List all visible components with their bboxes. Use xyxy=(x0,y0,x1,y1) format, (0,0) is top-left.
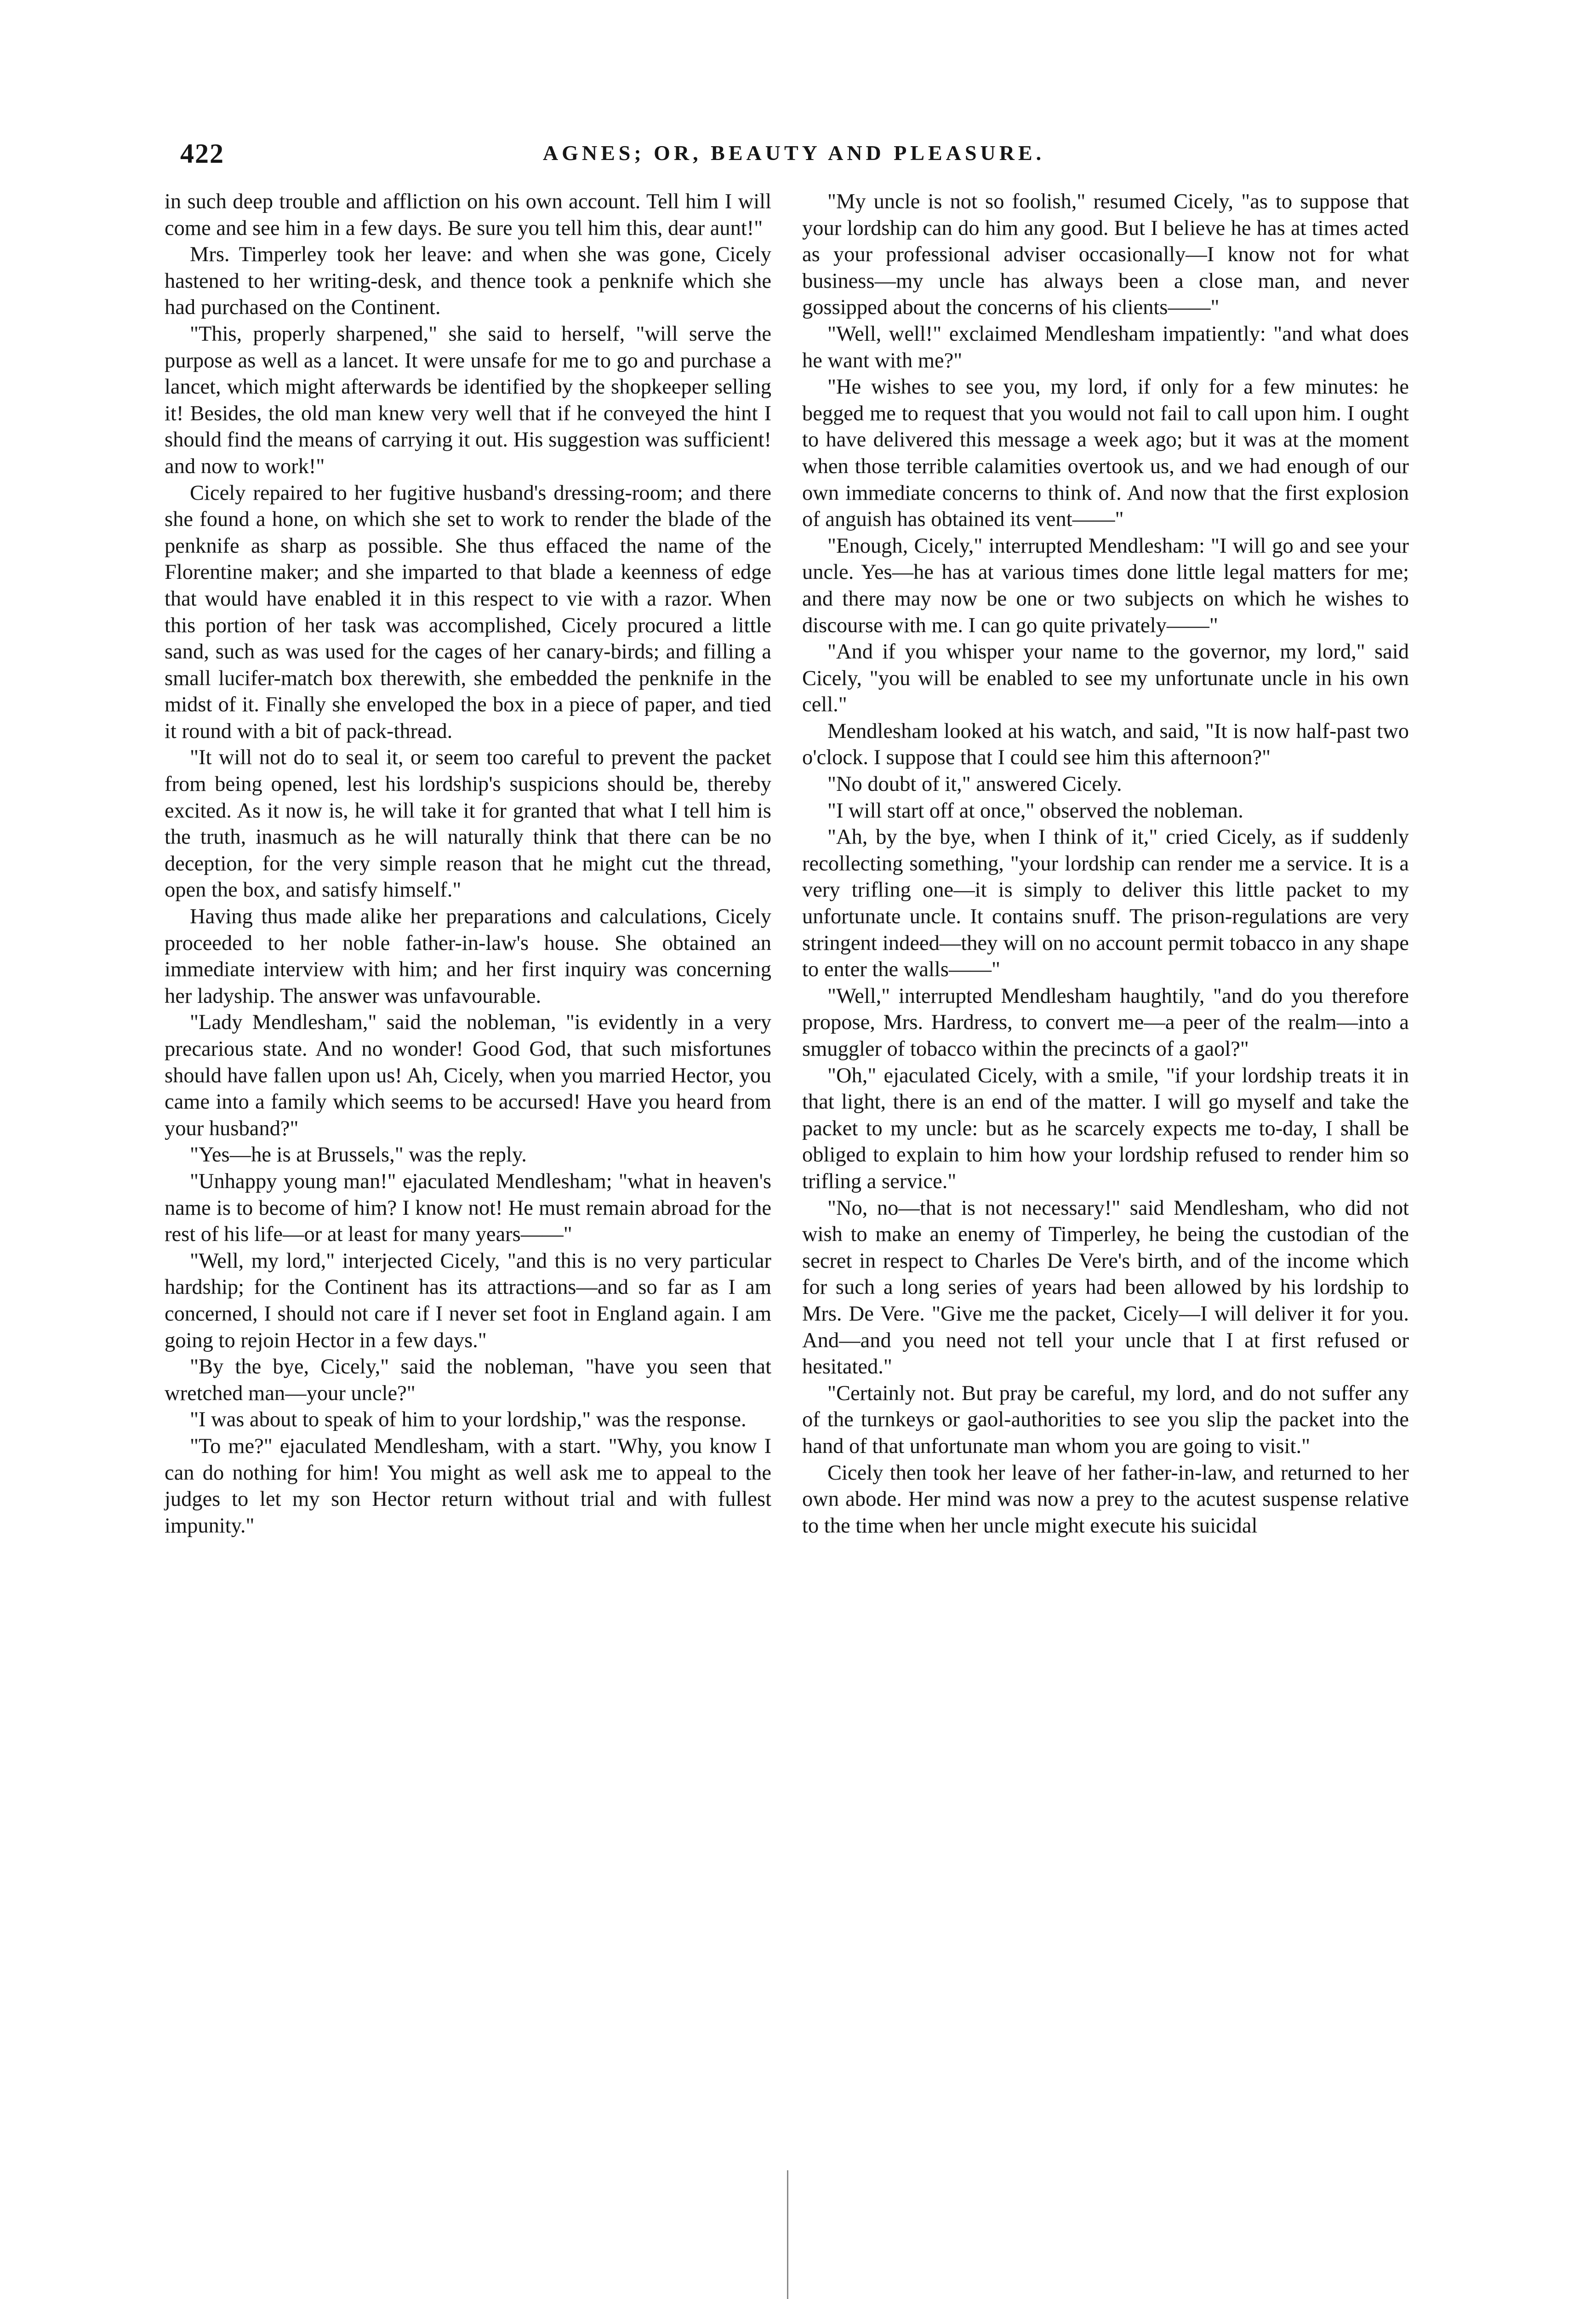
paragraph: "Unhappy young man!" ejaculated Mendlesham; "what in heaven's name is to become of him? I know not! He must remain abroad for the rest of his life—or at least for many years——" xyxy=(165,1169,771,1247)
paragraph: in such deep trouble and affliction on his own account. Tell him I will come and see him in a few days. Be sure you tell him this, dear aunt!" xyxy=(165,190,771,240)
page-number: 422 xyxy=(180,138,224,169)
paragraph: Mendlesham looked at his watch, and said, "It is now half-past two o'clock. I suppose that I could see him this afternoon?" xyxy=(802,719,1409,770)
paragraph: Mrs. Timperley took her leave: and when she was gone, Cicely hastened to her writing-desk, and thence took a penknife which she had purchased on the Continent. xyxy=(165,243,771,320)
paragraph: Having thus made alike her preparations and calculations, Cicely proceeded to her noble father-in-law's house. She obtained an immediate interview with him; and her first inquiry was concerning her ladyship. The answer was unfavourable. xyxy=(165,905,771,1008)
paragraph: "And if you whisper your name to the governor, my lord," said Cicely, "you will be enabled to see my unfortunate uncle in his own cell." xyxy=(802,640,1409,717)
paragraph: "Well," interrupted Mendlesham haughtily, "and do you therefore propose, Mrs. Hardress, to convert me—a peer of the realm—into a smuggler of tobacco within the precincts of a gaol?" xyxy=(802,984,1409,1061)
paragraph: "I will start off at once," observed the nobleman. xyxy=(827,799,1243,823)
paragraph: "I was about to speak of him to your lordship," was the response. xyxy=(190,1408,747,1432)
paragraph: "This, properly sharpened," she said to herself, "will serve the purpose as well as a lancet. It were unsafe for me to go and purchase a lancet, which might afterwards be identified by the shopkeeper selling it! Besides, the old man knew very well that if he conveyed the hint I should find the means of carrying it out. His suggestion was sufficient! and now to work!" xyxy=(165,322,771,478)
paragraph: "Yes—he is at Brussels," was the reply. xyxy=(190,1143,527,1167)
paragraph: "Well, well!" exclaimed Mendlesham impatiently: "and what does he want with me?" xyxy=(802,322,1409,372)
page-header xyxy=(171,138,1417,179)
column-divider xyxy=(787,2170,788,2299)
paragraph: Cicely then took her leave of her father-in-law, and returned to her own abode. Her mind was now a prey to the acutest suspense relative to the time when her uncle might execute his suicidal xyxy=(802,1461,1409,1538)
right-column xyxy=(802,189,1409,1539)
paragraph: "No, no—that is not necessary!" said Mendlesham, who did not wish to make an enemy of Timperley, he being the custodian of the secret in respect to Charles De Vere's birth, and of the income which for such a long series of years had been allowed by his lordship to Mrs. De Vere. "Give me the packet, Cicely—I will deliver it for you. And—and you need not tell your uncle that I at first refused or hesitated." xyxy=(802,1196,1409,1379)
paragraph: "It will not do to seal it, or seem too careful to prevent the packet from being opened, lest his lordship's suspicions should be, thereby excited. As it now is, he will take it for granted that what I tell him is the truth, inasmuch as he will naturally think that there can be no deception, for the very simple reason that he might cut the thread, open the box, and satisfy himself." xyxy=(165,746,771,902)
paragraph: "Certainly not. But pray be careful, my lord, and do not suffer any of the turnkeys or gaol-authorities to see you slip the packet into the hand of that unfortunate man whom you are going to visit." xyxy=(802,1381,1409,1458)
paragraph: "By the bye, Cicely," said the nobleman, "have you seen that wretched man—your uncle?" xyxy=(165,1355,771,1405)
paragraph: "My uncle is not so foolish," resumed Cicely, "as to suppose that your lordship can do him any good. But I believe he has at times acted as your professional adviser occasionally—I know not for what business—my uncle has always been a close man, and never gossipped about the concerns of his clients——" xyxy=(802,190,1409,320)
paragraph: "To me?" ejaculated Mendlesham, with a start. "Why, you know I can do nothing for him! You might as well ask me to appeal to the judges to let my son Hector return without trial and with fullest impunity." xyxy=(165,1434,771,1538)
left-column xyxy=(165,189,771,1539)
paragraph: "Ah, by the bye, when I think of it," cried Cicely, as if suddenly recollecting something, "your lordship can render me a service. It is a very trifling one—it is simply to deliver this little packet to my unfortunate uncle. It contains snuff. The prison-regulations are very stringent indeed—they will on no account permit tobacco in any shape to enter the walls——" xyxy=(802,825,1409,982)
paragraph: Cicely repaired to her fugitive husband's dressing-room; and there she found a hone, on which she set to work to render the blade of the penknife as sharp as possible. She thus effaced the name of the Florentine maker; and she imparted to that blade a keenness of edge that would have enabled it in this respect to vie with a razor. When this portion of her task was accomplished, Cicely procured a little sand, such as was used for the cages of her canary-birds; and filling a small lucifer-match box therewith, she embedded the penknife in the midst of it. Finally she enveloped the box in a piece of paper, and tied it round with a bit of pack-thread. xyxy=(165,481,771,743)
paragraph: "Oh," ejaculated Cicely, with a smile, "if your lordship treats it in that light, there is an end of the matter. I will go myself and take the packet to my uncle: but as he scarcely expects me to-day, I shall be obliged to explain to him how your lordship refused to render him so trifling a service." xyxy=(802,1064,1409,1193)
running-title: AGNES; OR, BEAUTY AND PLEASURE. xyxy=(542,141,1045,165)
paragraph: "Enough, Cicely," interrupted Mendlesham: "I will go and see your uncle. Yes—he has at various times done little legal matters for me; and there may now be one or two subjects on which he wishes to discourse with me. I can go quite privately——" xyxy=(802,534,1409,637)
paragraph: "Lady Mendlesham," said the nobleman, "is evidently in a very precarious state. And no wonder! Good God, that such misfortunes should have fallen upon us! Ah, Cicely, when you married Hector, you came into a family which seems to be accursed! Have you heard from your husband?" xyxy=(165,1011,771,1140)
paragraph: "No doubt of it," answered Cicely. xyxy=(827,772,1122,796)
paragraph: "Well, my lord," interjected Cicely, "and this is no very particular hardship; for the Continent has its attractions—and so far as I am concerned, I should not care if I never set foot in England again. I am going to rejoin Hector in a few days." xyxy=(165,1249,771,1352)
paragraph: "He wishes to see you, my lord, if only for a few minutes: he begged me to request that you would not fail to call upon him. I ought to have delivered this message a week ago; but it was at the moment when those terrible calamities overtook us, and we had enough of our own immediate concerns to think of. And now that the first explosion of anguish has obtained its vent——" xyxy=(802,375,1409,532)
